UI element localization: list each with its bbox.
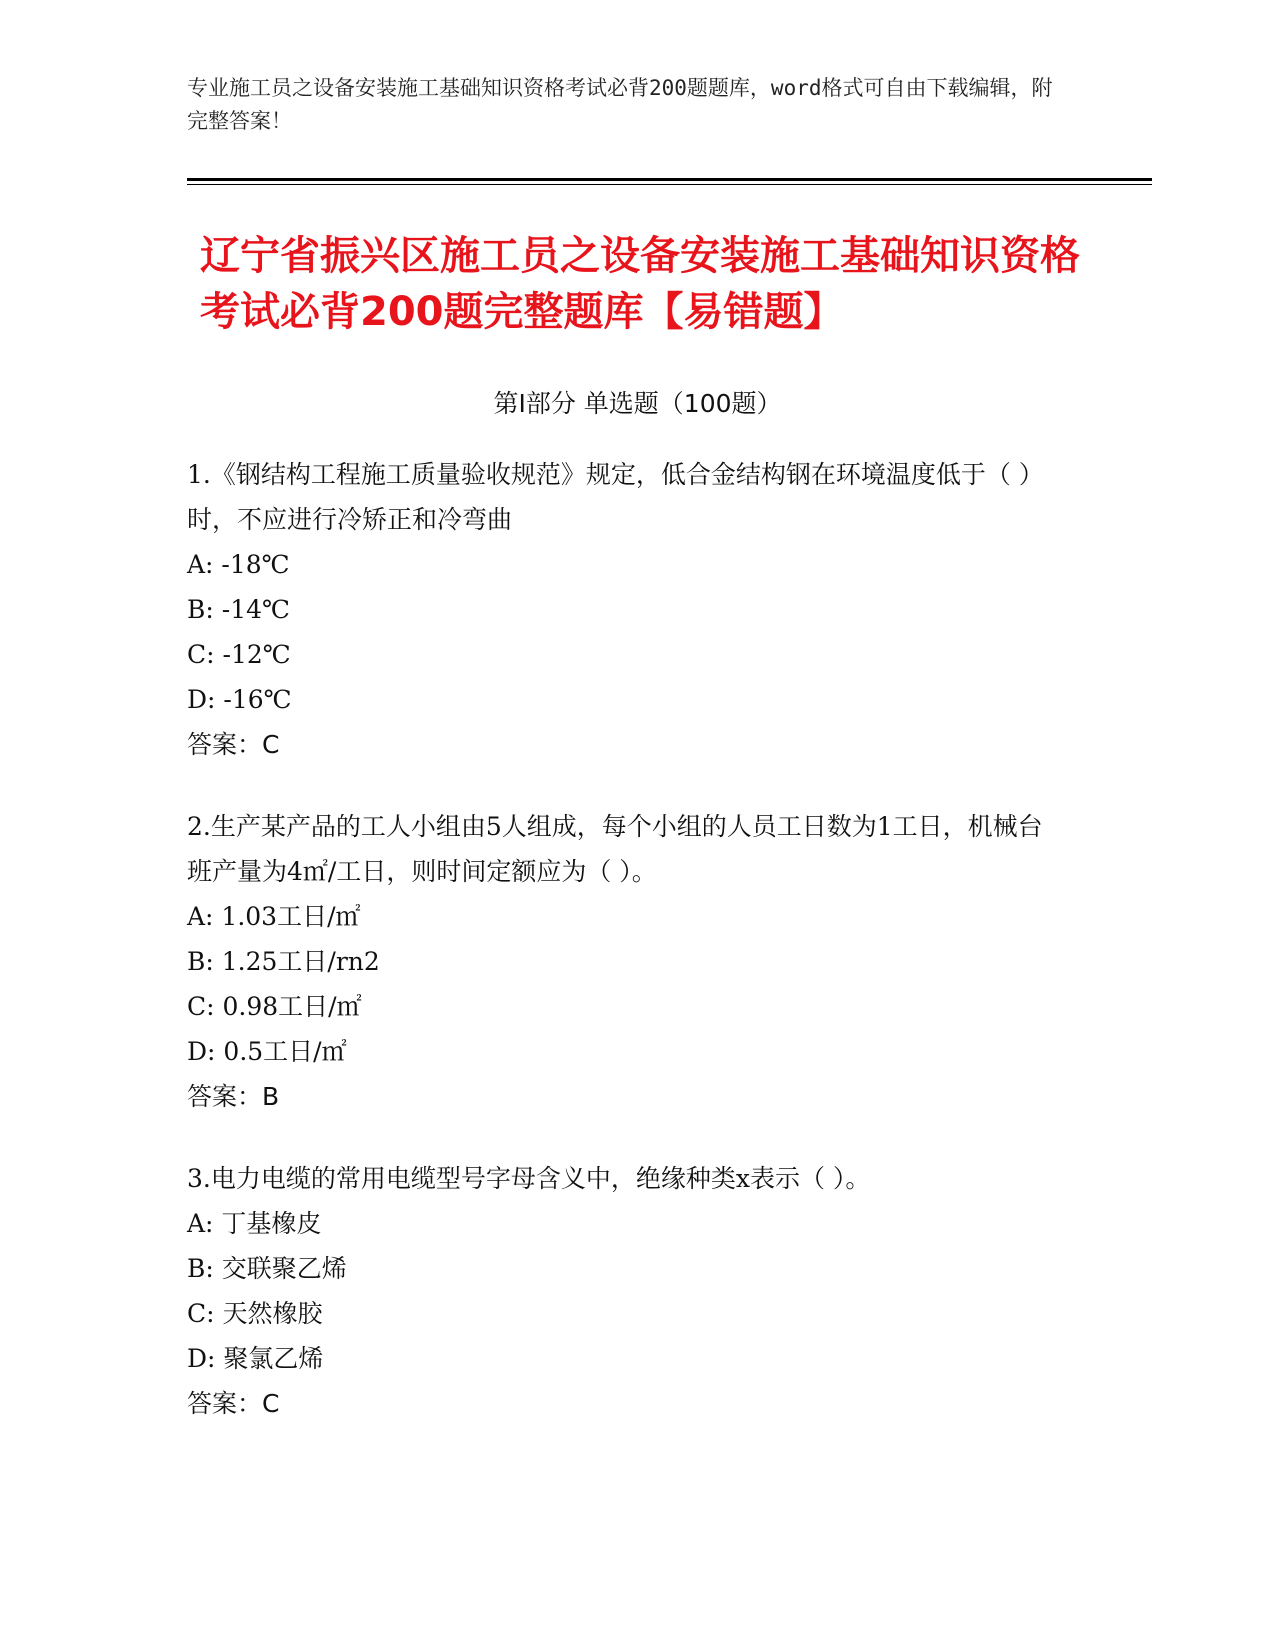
- option-d: D: -16℃: [187, 685, 292, 714]
- question-3: [187, 1156, 1067, 1426]
- option-a: A: -18℃: [187, 550, 290, 579]
- header-note: 专业施工员之设备安装施工基础知识资格考试必背200题题库，word格式可自由下载编辑，附完整答案！: [187, 76, 1053, 133]
- header-divider-thick: [187, 178, 1152, 181]
- answer: 答案：C: [187, 1389, 280, 1418]
- question-stem: 3.电力电缆的常用电缆型号字母含义中，绝缘种类x表示（ ）。: [187, 1164, 871, 1193]
- answer: 答案：B: [187, 1082, 280, 1111]
- option-d: D: 0.5工日/㎡: [187, 1037, 347, 1066]
- header-divider-thin: [187, 184, 1152, 185]
- option-b: B: 交联聚乙烯: [187, 1254, 347, 1283]
- option-d: D: 聚氯乙烯: [187, 1344, 324, 1373]
- option-c: C: 天然橡胶: [187, 1299, 323, 1328]
- section-heading: 第Ⅰ部分 单选题（100题）: [493, 389, 782, 418]
- option-b: B: 1.25工日/rn2: [187, 947, 380, 976]
- option-a: A: 丁基橡皮: [187, 1209, 322, 1238]
- option-a: A: 1.03工日/㎡: [187, 902, 361, 931]
- question-stem: 1.《钢结构工程施工质量验收规范》规定，低合金结构钢在环境温度低于（ ）时，不应进行冷矫正和冷弯曲: [187, 460, 1044, 534]
- option-b: B: -14℃: [187, 595, 290, 624]
- question-stem: 2.生产某产品的工人小组由5人组成，每个小组的人员工日数为1工日，机械台班产量为4㎡/工日，则时间定额应为（ ）。: [187, 812, 1043, 886]
- option-c: C: 0.98工日/㎡: [187, 992, 362, 1021]
- question-1: [187, 452, 1067, 767]
- option-c: C: -12℃: [187, 640, 291, 669]
- question-2: [187, 804, 1067, 1119]
- document-title: 辽宁省振兴区施工员之设备安装施工基础知识资格考试必背200题完整题库【易错题】: [200, 233, 1080, 335]
- answer: 答案：C: [187, 730, 280, 759]
